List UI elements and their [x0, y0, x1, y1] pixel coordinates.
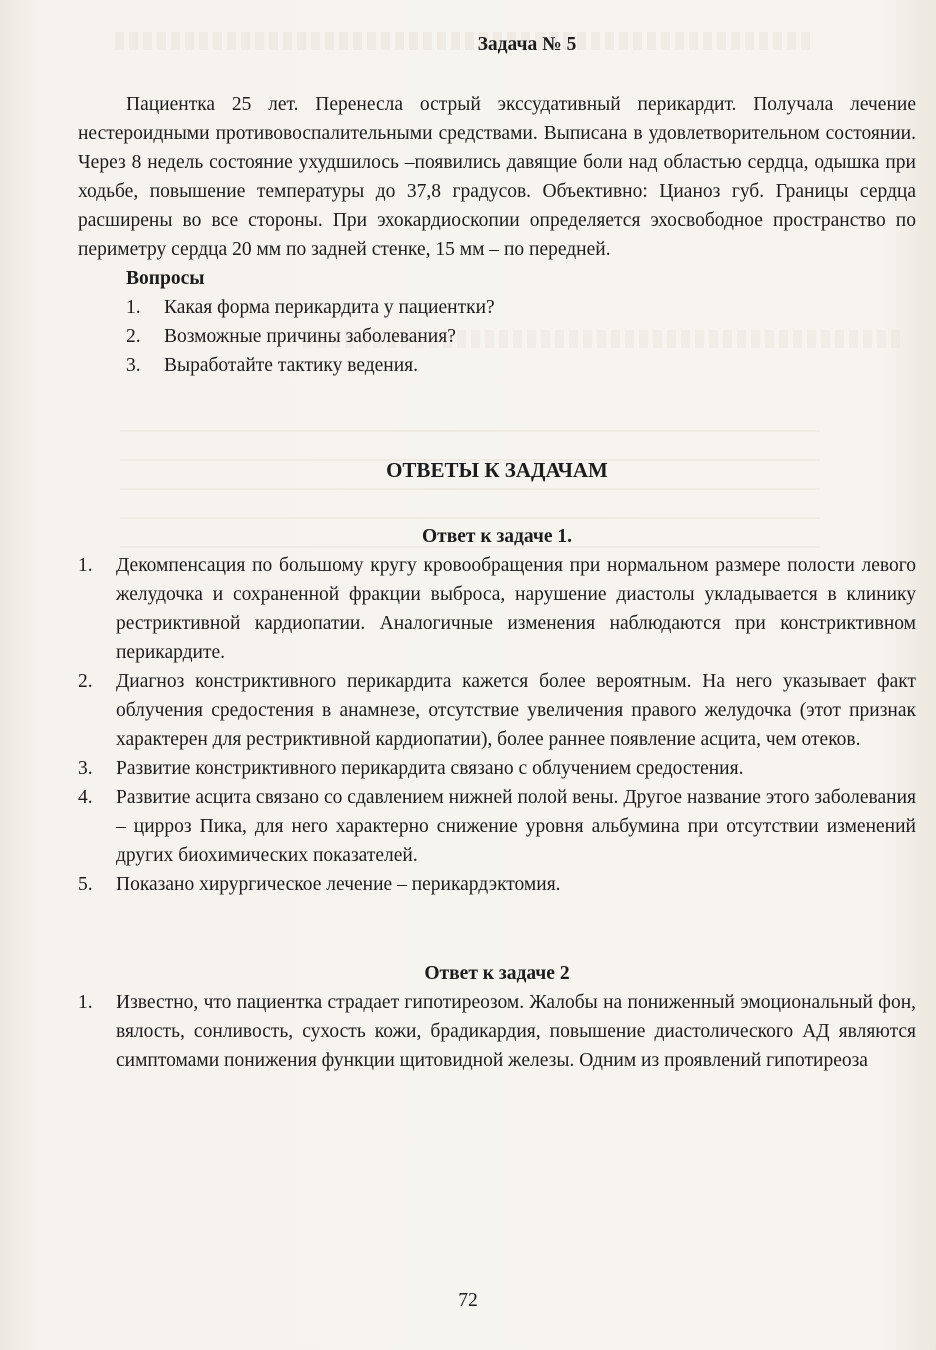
- list-item: [126, 351, 916, 380]
- list-number: 1.: [126, 297, 141, 318]
- answer1-title: Ответ к задаче 1.: [421, 526, 573, 547]
- answer-text: Показано хирургическое лечение – перикардэктомия.: [116, 874, 561, 895]
- questions-list: [78, 293, 916, 380]
- answer-text: Декомпенсация по большому кругу кровообращения при нормальном размере полости левого желудочка и сохраненной фракции выброса, нарушение диастолы укладывается в клинику рестриктивной кардиопатии. Аналогичные изменения наблюдаются при констриктивном перикардите.: [116, 555, 916, 663]
- page-number: 72: [458, 1290, 478, 1311]
- list-number: 3.: [126, 355, 141, 376]
- question-text: Какая форма перикардита у пациентки?: [164, 297, 495, 318]
- answer-text: Известно, что пациентка страдает гипотиреозом. Жалобы на пониженный эмоциональный фон, вялость, сонливость, сухость кожи, брадикардия, повышение диастолического АД являются симптомами понижения функции щитовидной железы. Одним из проявлений гипотиреоза: [116, 992, 916, 1071]
- answer2-list: [78, 988, 916, 1075]
- questions-heading: Вопросы: [126, 268, 205, 289]
- list-number: 1.: [78, 992, 93, 1013]
- answer-text: Диагноз констриктивного перикардита кажется более вероятным. На него указывает факт облучения средостения в анамнезе, отсутствие увеличения правого желудочка (этот признак характерен для рестриктивной кардиопатии), более раннее появление асцита, чем отеков.: [116, 671, 916, 750]
- task-text: Пациентка 25 лет. Перенесла острый экссудативный перикардит. Получала лечение нестероидными противовоспалительными средствами. Выписана в удовлетворительном состоянии. Через 8 недель состояние ухудшилось –появились давящие боли над областью сердца, одышка при ходьбе, повышение температуры до 37,8 градусов. Объективно: Цианоз губ. Границы сердца расширены во все стороны. При эхокардиоскопии определяется эхосвободное пространство по периметру сердца 20 мм по задней стенке, 15 мм – по передней.: [78, 94, 916, 260]
- question-text: Выработайте тактику ведения.: [164, 355, 419, 376]
- list-item: [78, 870, 916, 899]
- list-item: [78, 783, 916, 870]
- list-number: 1.: [78, 555, 93, 576]
- task-title: Задача № 5: [477, 34, 577, 55]
- list-item: [126, 293, 916, 322]
- list-number: 4.: [78, 787, 93, 808]
- list-number: 2.: [78, 671, 93, 692]
- answer2-title: Ответ к задаче 2: [424, 963, 570, 984]
- list-item: [78, 754, 916, 783]
- list-item: [78, 667, 916, 754]
- answer-text: Развитие констриктивного перикардита связано с облучением средостения.: [116, 758, 744, 779]
- list-item: [78, 551, 916, 667]
- page-content: [78, 30, 916, 1075]
- answer-text: Развитие асцита связано со сдавлением нижней полой вены. Другое название этого заболевания – цирроз Пика, для него характерно снижение уровня альбумина при отсутствии изменений других биохимических показателей.: [116, 787, 916, 866]
- list-item: [78, 988, 916, 1075]
- question-text: Возможные причины заболевания?: [164, 326, 456, 347]
- answers-section-title: ОТВЕТЫ К ЗАДАЧАМ: [386, 458, 608, 482]
- list-number: 2.: [126, 326, 141, 347]
- list-item: [126, 322, 916, 351]
- list-number: 5.: [78, 874, 93, 895]
- answer1-list: [78, 551, 916, 899]
- list-number: 3.: [78, 758, 93, 779]
